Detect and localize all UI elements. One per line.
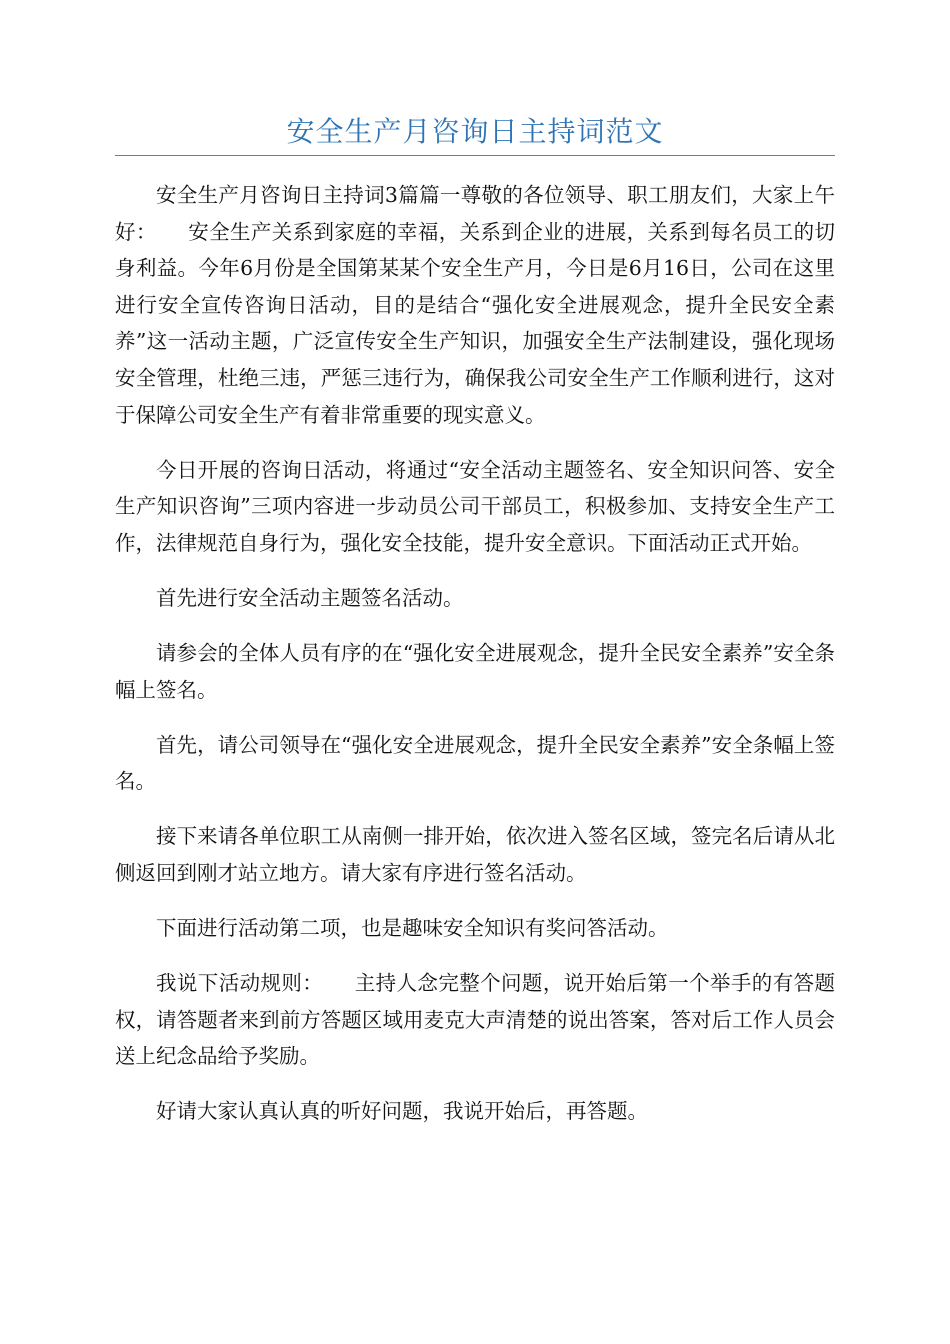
document-body <box>115 177 835 1130</box>
paragraph-9: 好请大家认真认真的听好问题，我说开始后，再答题。 <box>156 1099 648 1124</box>
paragraph-6: 接下来请各单位职工从南侧一排开始，依次进入签名区域，签完名后请从北侧返回到刚才站立地方。请大家有序进行签名活动。 <box>115 824 835 885</box>
document-title: 安全生产月咨询日主持词范文 <box>286 115 664 148</box>
paragraph-8: 我说下活动规则： 主持人念完整个问题，说开始后第一个举手的有答题权，请答题者来到前方答题区域用麦克大声清楚的说出答案，答对后工作人员会送上纪念品给予奖励。 <box>115 971 835 1069</box>
title-underline <box>115 155 835 156</box>
paragraph-4: 请参会的全体人员有序的在“强化安全进展观念，提升全民安全素养”安全条幅上签名。 <box>115 641 835 702</box>
paragraph-1: 安全生产月咨询日主持词3篇篇一尊敬的各位领导、职工朋友们，大家上午好： 安全生产关系到家庭的幸福，关系到企业的进展，关系到每名员工的切身利益。今年6月份是全国第某某个安全生产月，今日是6月16日，公司在这里进行安全宣传咨询日活动，目的是结合“强化安全进展观念，提升全民安全素养”这一活动主题，广泛宣传安全生产知识，加强安全生产法制建设，强化现场安全管理，杜绝三违，严惩三违行为，确保我公司安全生产工作顺利进行，这对于保障公司安全生产有着非常重要的现实意义。 <box>115 183 835 427</box>
paragraph-7: 下面进行活动第二项，也是趣味安全知识有奖问答活动。 <box>156 916 669 941</box>
paragraph-2: 今日开展的咨询日活动，将通过“安全活动主题签名、安全知识问答、安全生产知识咨询”三项内容进一步动员公司干部员工，积极参加、支持安全生产工作，法律规范自身行为，强化安全技能，提升安全意识。下面活动正式开始。 <box>115 457 835 555</box>
paragraph-5: 首先，请公司领导在“强化安全进展观念，提升全民安全素养”安全条幅上签名。 <box>115 732 835 794</box>
paragraph-3: 首先进行安全活动主题签名活动。 <box>156 585 464 610</box>
